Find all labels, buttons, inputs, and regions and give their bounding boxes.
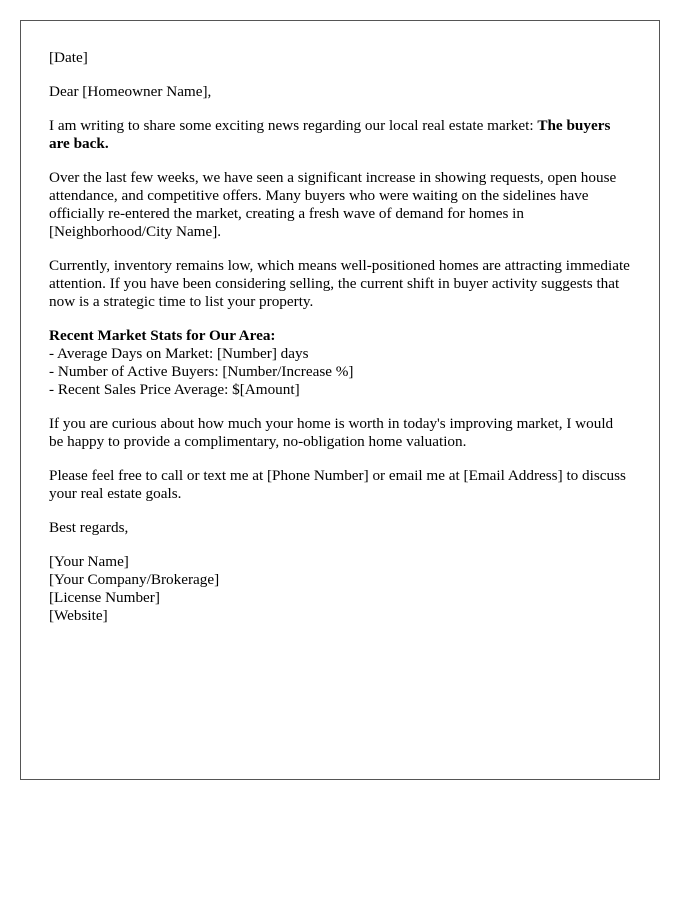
signature-company: [Your Company/Brokerage] [49,571,220,588]
market-stats-block [49,327,631,399]
market-stat-item: - Number of Active Buyers: [Number/Increase %] [49,363,354,380]
activity-paragraph: Over the last few weeks, we have seen a significant increase in showing requests, open house attendance, and competitive offers. Many buyers who were waiting on the sidelines have officially re-entered the market, creating a fresh wave of demand for homes in [Neighborhood/City Name]. [49,169,617,240]
intro-paragraph [49,117,631,153]
letter-date: [Date] [49,49,88,66]
letter-closing: Best regards, [49,519,129,536]
signature-block [49,553,631,625]
contact-paragraph: Please feel free to call or text me at [Phone Number] or email me at [Email Address] to discuss your real estate goals. [49,467,626,502]
signature-website: [Website] [49,607,108,624]
market-stat-item: - Average Days on Market: [Number] days [49,345,309,362]
market-stat-item: - Recent Sales Price Average: $[Amount] [49,381,300,398]
signature-license: [License Number] [49,589,160,606]
letter-salutation: Dear [Homeowner Name], [49,83,212,100]
intro-text: I am writing to share some exciting news regarding our local real estate market: [49,117,538,134]
valuation-paragraph: If you are curious about how much your home is worth in today's improving market, I would be happy to provide a complimentary, no-obligation home valuation. [49,415,614,450]
letter-page [20,20,660,780]
market-stats-heading: Recent Market Stats for Our Area: [49,327,276,344]
inventory-paragraph: Currently, inventory remains low, which means well-positioned homes are attracting immediate attention. If you have been considering selling, the current shift in buyer activity suggests that now is a strategic time to list your property. [49,257,630,310]
signature-name: [Your Name] [49,553,129,570]
intro-emphasis: The buyers are back. [49,117,611,152]
